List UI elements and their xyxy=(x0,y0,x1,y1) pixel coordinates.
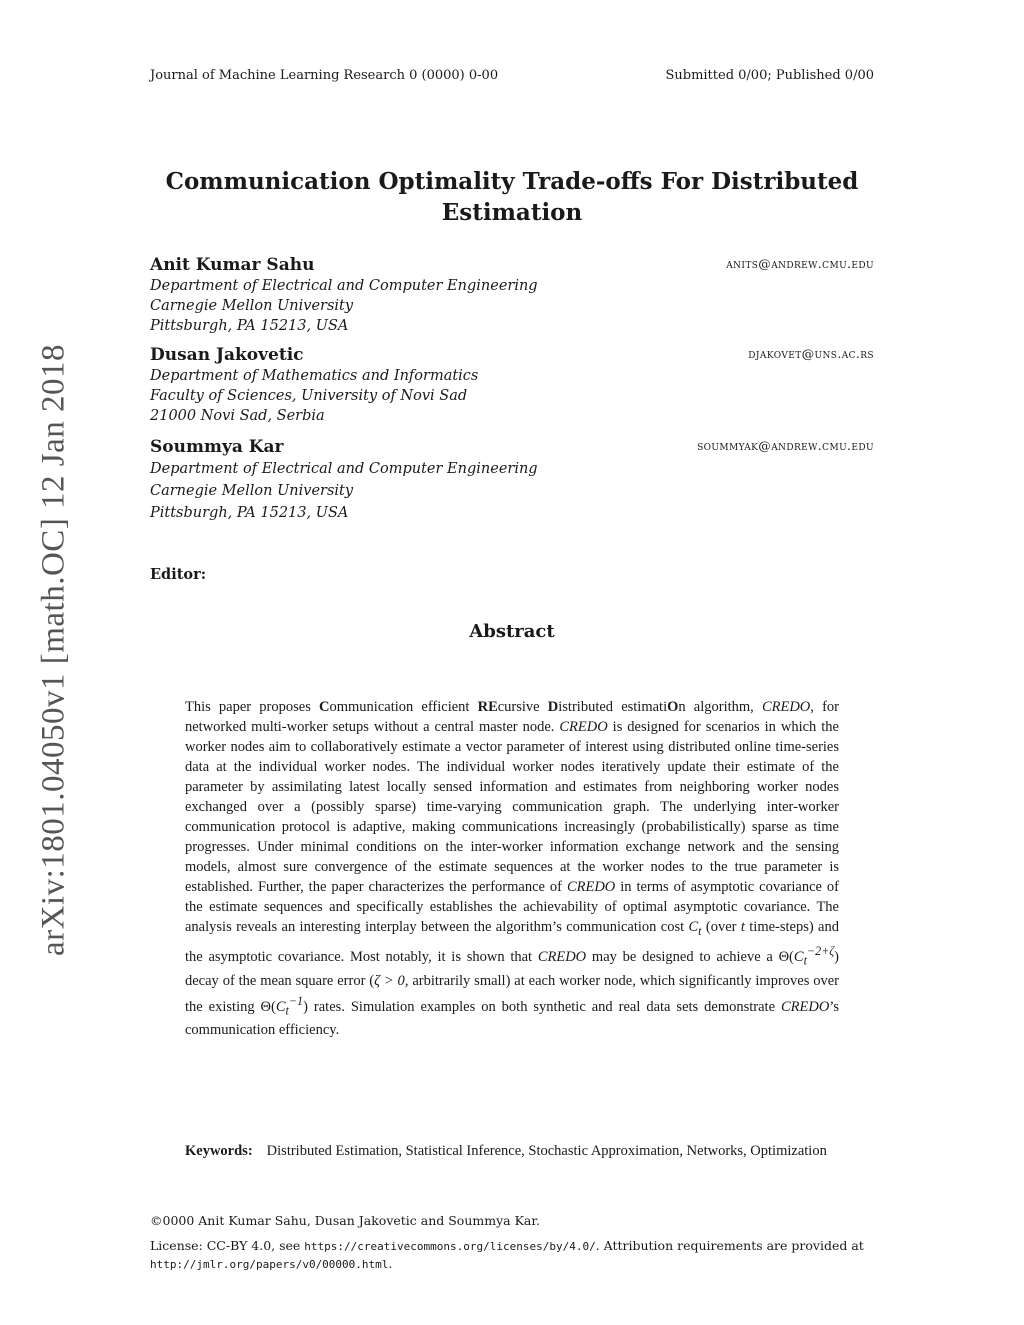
author-email[interactable]: djakovet@uns.ac.rs xyxy=(748,346,874,361)
author-affiliation xyxy=(150,276,874,336)
affiliation-line: Faculty of Sciences, University of Novi Sad xyxy=(150,388,468,404)
author-name: Anit Kumar Sahu xyxy=(150,255,315,275)
paper-link[interactable]: http://jmlr.org/papers/v0/00000.html xyxy=(150,1258,389,1271)
affiliation-line: 21000 Novi Sad, Serbia xyxy=(150,408,325,424)
author-block xyxy=(150,254,874,336)
arxiv-stamp: arXiv:1801.04050v1 [math.OC] 12 Jan 2018 xyxy=(35,343,72,957)
license-link[interactable]: https://creativecommons.org/licenses/by/4.0/ xyxy=(304,1240,596,1253)
credo-acronym: CREDO xyxy=(780,998,830,1015)
title-line-2: Estimation xyxy=(441,199,583,226)
keywords-label: Keywords: xyxy=(185,1143,253,1159)
credo-acronym: CREDO xyxy=(537,948,587,965)
copyright-notice: ©0000 Anit Kumar Sahu, Dusan Jakovetic and Soummya Kar. xyxy=(150,1213,540,1228)
author-affiliation xyxy=(150,458,874,524)
author-name: Dusan Jakovetic xyxy=(150,345,304,365)
credo-acronym: CREDO xyxy=(761,699,811,715)
affiliation-line: Carnegie Mellon University xyxy=(150,483,354,499)
affiliation-line: Carnegie Mellon University xyxy=(150,298,354,314)
journal-header: Journal of Machine Learning Research 0 (0000) 0-00 xyxy=(150,68,499,83)
credo-acronym: CREDO xyxy=(566,879,616,895)
author-name: Soummya Kar xyxy=(150,437,284,457)
affiliation-line: Department of Electrical and Computer Engineering xyxy=(150,278,538,294)
submission-info: Submitted 0/00; Published 0/00 xyxy=(665,68,874,83)
author-block xyxy=(150,436,874,524)
title-line-1: Communication Optimality Trade-offs For Distributed xyxy=(165,168,859,195)
author-email[interactable]: soummyak@andrew.cmu.edu xyxy=(697,438,874,453)
affiliation-line: Pittsburgh, PA 15213, USA xyxy=(150,505,349,521)
author-email[interactable]: anits@andrew.cmu.edu xyxy=(726,256,874,271)
affiliation-line: Department of Mathematics and Informatics xyxy=(150,368,479,384)
abstract-heading: Abstract xyxy=(469,621,555,642)
keywords-text: Distributed Estimation, Statistical Inference, Stochastic Approximation, Networks, Optimization xyxy=(266,1143,827,1159)
license-notice: License: CC-BY 4.0, see https://creativecommons.org/licenses/by/4.0/. Attribution requirements are provided at http://jmlr.org/papers/v0/00000.html. xyxy=(150,1238,864,1271)
affiliation-line: Pittsburgh, PA 15213, USA xyxy=(150,318,349,334)
author-affiliation xyxy=(150,366,874,426)
author-block xyxy=(150,344,874,426)
credo-acronym: CREDO xyxy=(559,719,608,735)
editor-label: Editor: xyxy=(150,566,207,583)
keywords xyxy=(185,1141,839,1161)
affiliation-line: Department of Electrical and Computer Engineering xyxy=(150,461,538,477)
paper-title xyxy=(150,166,874,228)
abstract-text: This paper proposes Communication efficient REcursive Distributed estimatiOn algorithm, CREDO, for networked multi-worker setups without a central master node. CREDO is designed for scenarios in which the worker nodes aim to collaboratively estimate a vector parameter of interest using distributed online time-series data at the individual worker nodes. The individual worker nodes iteratively update their estimate of the parameter by assimilating latest locally sensed information and estimates from neighboring worker nodes exchanged over a (possibly sparse) time-varying communication graph. The underlying inter-worker communication protocol is adaptive, making communications increasingly (probabilistically) sparse as time progresses. Under minimal conditions on the inter-worker information exchange network and the sensing models, almost sure convergence of the estimate sequences at the worker nodes to the true parameter is established. Further, the paper characterizes the performance of CREDO in terms of asymptotic covariance of the estimate sequences and specifically establishes the achievability of optimal asymptotic covariance. The analysis reveals an interesting interplay between the algorithm’s communication cost $C_t$ (over t time-steps) and the asymptotic covariance. Most notably, it is shown that CREDO may be designed to achieve a $\Theta(C_t^{-2+\zeta})$ decay of the mean square error (ζ > 0, arbitrarily small) at each worker node, which significantly improves over the existing $\Theta(C_t^{-1})$ rates. Simulation examples on both synthetic and real data sets demonstrate CREDO’s communication efficiency. xyxy=(185,699,840,1039)
